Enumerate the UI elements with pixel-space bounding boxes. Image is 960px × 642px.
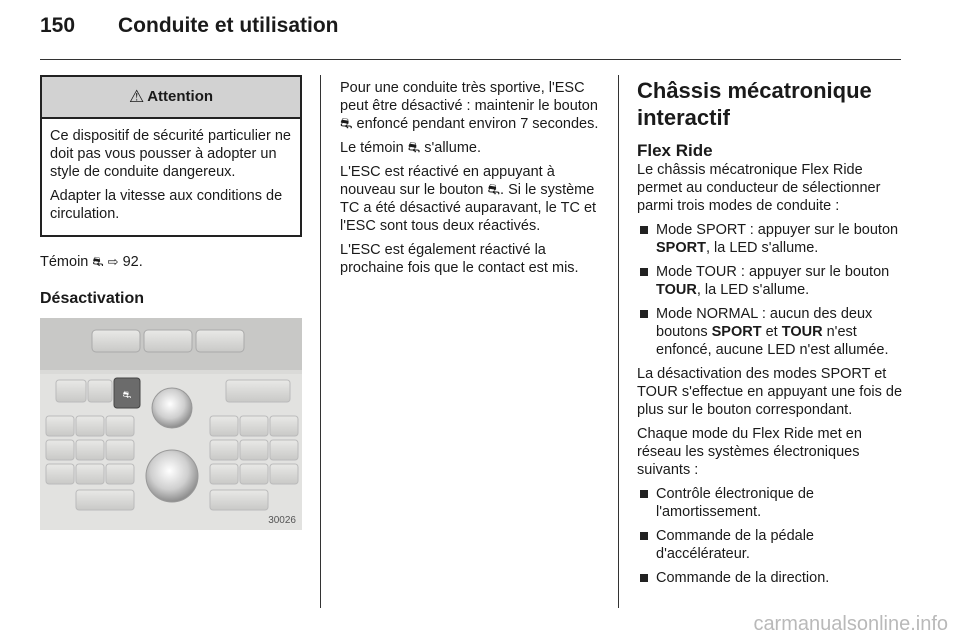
temoin-page-ref: 92.: [122, 254, 143, 270]
dashboard-illustration: [40, 318, 302, 530]
systems-list: [637, 485, 905, 587]
page-title: Conduite et utilisation: [118, 14, 339, 37]
subsection-heading-flex-ride: Flex Ride: [637, 141, 713, 160]
watermark: carmanualsonline.info: [753, 613, 948, 635]
column-2: [340, 79, 602, 283]
column-1: [40, 75, 302, 308]
attention-body: [42, 119, 300, 235]
list-item: Commande de la pédale d'accélérateur.: [637, 527, 905, 563]
warning-triangle-icon: ⚠: [128, 87, 145, 106]
column-divider: [618, 75, 619, 608]
paragraph: Chaque mode du Flex Ride met en réseau les systèmes électroniques suivants :: [637, 426, 862, 478]
header-rule: [40, 59, 901, 60]
section-heading-chassis: Châssis mécatronique interactif: [637, 78, 872, 130]
list-item: Contrôle électronique de l'amortissement.: [637, 485, 905, 521]
attention-box: [40, 75, 302, 237]
esc-warning-light-icon: ⛐: [92, 255, 104, 270]
list-item: Mode NORMAL : aucun des deux boutons SPORT et TOUR n'est enfoncé, aucune LED n'est allumée.: [637, 305, 905, 359]
list-item: Mode SPORT : appuyer sur le bouton SPORT, la LED s'allume.: [637, 221, 905, 257]
svg-text:⛐: ⛐: [122, 390, 132, 401]
attention-text: Adapter la vitesse aux conditions de circulation.: [50, 188, 283, 222]
temoin-reference: [40, 253, 302, 272]
paragraph: L'ESC est également réactivé la prochaine fois que le contact est mis.: [340, 242, 579, 276]
paragraph: La désactivation des modes SPORT et TOUR s'effectue en appuyant une fois de plus sur le bouton correspondant.: [637, 366, 903, 418]
column-divider: [320, 75, 321, 608]
figure-code: 30026: [268, 515, 296, 526]
modes-list: [637, 221, 905, 359]
list-item: Commande de la direction.: [637, 569, 905, 587]
page-reference-arrow-icon: ⇨: [107, 255, 119, 270]
attention-header: [42, 77, 300, 119]
column-3: [637, 77, 905, 593]
list-item: Mode TOUR : appuyer sur le bouton TOUR, la LED s'allume.: [637, 263, 905, 299]
dashboard-controls-photo: [40, 318, 302, 530]
paragraph: Le témoin ⛐ s'allume.: [340, 140, 482, 156]
paragraph: L'ESC est réactivé en appuyant à nouveau sur le bouton ⛐. Si le système TC a été désactivé auparavant, le TC et l'ESC sont tous deux réactivés.: [340, 164, 597, 234]
attention-text: Ce dispositif de sécurité particulier ne doit pas vous pousser à adopter un style de conduite dangereux.: [50, 128, 291, 180]
section-heading-desactivation: Désactivation: [40, 290, 145, 307]
page-number: 150: [40, 14, 76, 37]
page-header: [40, 14, 339, 50]
paragraph: Pour une conduite très sportive, l'ESC peut être désactivé : maintenir le bouton ⛐ enfoncé pendant environ 7 secondes.: [340, 80, 599, 132]
temoin-label: Témoin: [40, 254, 89, 270]
paragraph: Le châssis mécatronique Flex Ride permet au conducteur de sélectionner parmi trois modes de conduite :: [637, 162, 881, 214]
attention-title: Attention: [147, 88, 214, 105]
